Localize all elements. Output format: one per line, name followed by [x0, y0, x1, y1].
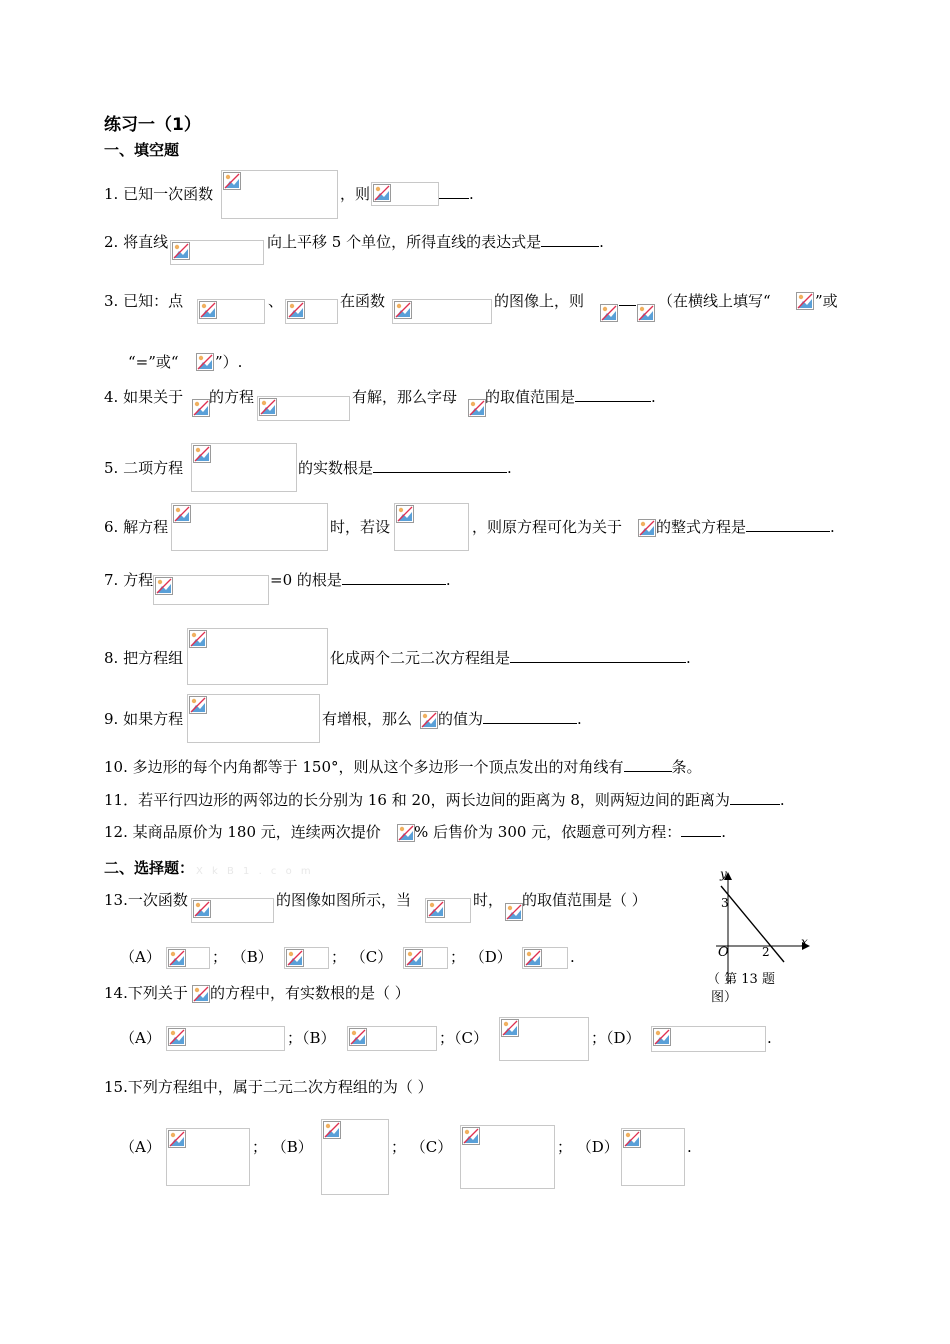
graph-caption-line2: 图） — [711, 990, 738, 1005]
q14-option-b-label: ；（B） — [287, 1029, 336, 1047]
variable-image — [504, 902, 522, 922]
broken-image-icon — [168, 1028, 186, 1046]
formula-image — [153, 575, 269, 605]
formula-image — [394, 503, 469, 551]
formula-image — [197, 299, 265, 324]
option-b-image[interactable] — [284, 947, 329, 969]
q13-option-b-label: ； （B） — [212, 948, 273, 966]
question-12-text-b: % 后售价为 300 元，依题意可列方程： . — [414, 823, 726, 841]
broken-image-icon — [427, 900, 445, 918]
broken-image-icon — [323, 1121, 341, 1139]
formula-image — [425, 898, 471, 923]
broken-image-icon — [189, 630, 207, 648]
q15-option-c-label: ； （C） — [391, 1138, 453, 1156]
broken-image-icon — [501, 1019, 519, 1037]
formula-image — [392, 299, 492, 324]
question-14-text-b: 的方程中，有实数根的是（ ） — [210, 984, 410, 1002]
variable-image — [191, 398, 209, 418]
q13-option-a-label: （A） — [120, 948, 161, 966]
broken-image-icon — [168, 949, 186, 967]
broken-image-icon — [172, 242, 190, 260]
broken-image-icon — [394, 301, 412, 319]
formula-image — [191, 898, 274, 923]
question-13-text-a: 13.一次函数 — [104, 891, 188, 909]
symbol-image — [195, 352, 215, 372]
question-6-text-c: ，则原方程可化为关于 — [472, 518, 623, 536]
page-title: 练习一（1） — [104, 115, 201, 135]
variable-image — [396, 823, 414, 843]
question-2-text-a: 2. 将直线 — [104, 233, 169, 251]
question-13-text-b: 的图像如图所示，当 — [276, 891, 412, 909]
broken-image-icon — [600, 304, 618, 322]
question-8-text-b: 化成两个二元二次方程组是 . — [330, 649, 691, 667]
variable-image — [637, 518, 656, 538]
broken-image-icon — [168, 1130, 186, 1148]
variable-image — [467, 398, 485, 418]
question-9-text-a: 9. 如果方程 — [104, 710, 184, 728]
broken-image-icon — [192, 985, 210, 1003]
broken-image-icon — [420, 711, 438, 729]
y-axis-label: y — [720, 867, 727, 881]
broken-image-icon — [405, 949, 423, 967]
broken-image-icon — [196, 353, 214, 371]
formula-image — [221, 170, 338, 219]
watermark: X k B 1 . c o m — [196, 866, 314, 877]
x-intercept-label: 2 — [762, 945, 770, 959]
q15-option-d-label: ； （D） — [557, 1138, 619, 1156]
question-3-text-a: 3. 已知：点 — [104, 292, 184, 310]
graph-caption-line1: （ 第 13 题 — [707, 972, 775, 987]
broken-image-icon — [637, 304, 655, 322]
question-13-text-c: 时， — [473, 891, 504, 909]
broken-image-icon — [199, 301, 217, 319]
option-a-image[interactable] — [166, 947, 210, 969]
option-c-image[interactable] — [499, 1017, 589, 1061]
formula-image — [187, 628, 328, 685]
origin-label: O — [718, 945, 729, 960]
question-5-text-b: 的实数根是 . — [298, 459, 512, 477]
question-1-text-a: 1. 已知一次函数 — [104, 185, 214, 203]
question-13-text-d: 的取值范围是（ ） — [522, 891, 647, 909]
question-8-text-a: 8. 把方程组 — [104, 649, 184, 667]
broken-image-icon — [638, 519, 656, 537]
question-4-text-a: 4. 如果关于 — [104, 388, 184, 406]
question-3-text-e: （在横线上填写“ — [658, 292, 771, 310]
question-1-text-b: ，则 — [340, 185, 371, 203]
question-2-text-b: 向上平移 5 个单位，所得直线的表达式是 . — [267, 233, 604, 251]
question-12-text-a: 12. 某商品原价为 180 元，连续两次提价 — [104, 823, 381, 841]
q15-end: . — [687, 1138, 692, 1156]
formula-image — [171, 503, 328, 551]
broken-image-icon — [505, 903, 523, 921]
option-c-image[interactable] — [403, 947, 448, 969]
formula-image — [371, 182, 439, 206]
broken-image-icon — [286, 949, 304, 967]
q14-end: . — [767, 1029, 772, 1047]
question-14-text-a: 14.下列关于 — [104, 984, 188, 1002]
broken-image-icon — [193, 445, 211, 463]
option-b-image[interactable] — [321, 1119, 389, 1195]
q15-option-a-label: （A） — [120, 1138, 161, 1156]
question-3-text-f: ”或 — [815, 292, 838, 310]
option-c-image[interactable] — [460, 1125, 555, 1189]
q13-end: . — [570, 948, 575, 966]
question-3-text-h: ”）. — [215, 353, 243, 371]
option-b-image[interactable] — [347, 1026, 437, 1051]
broken-image-icon — [397, 824, 415, 842]
broken-image-icon — [192, 399, 210, 417]
broken-image-icon — [653, 1028, 671, 1046]
broken-image-icon — [173, 505, 191, 523]
question-6-text-a: 6. 解方程 — [104, 518, 169, 536]
symbol-image — [795, 291, 815, 311]
broken-image-icon — [287, 301, 305, 319]
broken-image-icon — [373, 184, 391, 202]
question-4-text-d: 的取值范围是 . — [485, 388, 656, 406]
question-7-text-a: 7. 方程 — [104, 571, 154, 589]
broken-image-icon — [796, 292, 814, 310]
question-11: 11．若平行四边形的两邻边的长分别为 16 和 20，两长边间的距离为 8，则两短边间的距离为 . — [104, 791, 785, 809]
variable-image — [191, 984, 210, 1004]
option-d-image[interactable] — [651, 1026, 766, 1052]
option-d-image[interactable] — [621, 1128, 685, 1186]
question-9-text-b: 有增根，那么 — [322, 710, 413, 728]
option-a-image[interactable] — [166, 1128, 250, 1186]
broken-image-icon — [223, 172, 241, 190]
option-d-image[interactable] — [522, 947, 568, 969]
question-3-text-c: 在函数 — [340, 292, 386, 310]
q13-option-d-label: ； （D） — [450, 948, 512, 966]
formula-image — [170, 240, 264, 265]
section-heading-fill-in: 一、填空题 — [104, 141, 180, 159]
x-axis-label: x — [801, 935, 808, 949]
broken-image-icon — [468, 399, 486, 417]
question-4-text-c: 有解，那么字母 — [352, 388, 458, 406]
broken-image-icon — [189, 696, 207, 714]
question-3-text-b: 、 — [268, 292, 284, 310]
broken-image-icon — [396, 505, 414, 523]
broken-image-icon — [524, 949, 542, 967]
variable-image — [419, 710, 438, 730]
function-line — [721, 886, 784, 962]
section-heading-choice: 二、选择题： — [104, 859, 195, 877]
q14-option-d-label: ；（D） — [591, 1029, 641, 1047]
question-3-text-g: “=”或“ — [128, 353, 179, 371]
question-6-text-d: 的整式方程是 . — [656, 518, 835, 536]
question-6-text-b: 时，若设 — [330, 518, 391, 536]
formula-image — [187, 694, 320, 743]
answer-blank-3 — [619, 291, 637, 311]
broken-image-icon — [193, 900, 211, 918]
formula-image — [285, 299, 338, 324]
question-9-text-c: 的值为 . — [438, 710, 582, 728]
broken-image-icon — [623, 1130, 641, 1148]
q13-option-c-label: ； （C） — [331, 948, 393, 966]
question-7-text-b: =0 的根是 . — [270, 571, 451, 589]
question-15-text: 15.下列方程组中，属于二元二次方程组的为（ ） — [104, 1078, 433, 1096]
question-4-text-b: 的方程 — [209, 388, 255, 406]
broken-image-icon — [349, 1028, 367, 1046]
formula-image — [599, 303, 619, 323]
broken-image-icon — [155, 577, 173, 595]
question-5-text-a: 5. 二项方程 — [104, 459, 184, 477]
q14-option-a-label: （A） — [120, 1029, 161, 1047]
q15-option-b-label: ； （B） — [252, 1138, 313, 1156]
question-3-text-d: 的图像上，则 — [494, 292, 585, 310]
q14-option-c-label: ；（C） — [439, 1029, 488, 1047]
formula-image — [636, 303, 656, 323]
broken-image-icon — [259, 398, 277, 416]
option-a-image[interactable] — [166, 1026, 285, 1051]
question-10: 10. 多边形的每个内角都等于 150°，则从这个多边形一个顶点发出的对角线有 条。 — [104, 758, 702, 776]
answer-blank-1: . — [439, 184, 474, 204]
broken-image-icon — [462, 1127, 480, 1145]
y-intercept-label: 3 — [721, 896, 729, 910]
formula-image — [257, 396, 350, 421]
formula-image — [191, 443, 297, 492]
